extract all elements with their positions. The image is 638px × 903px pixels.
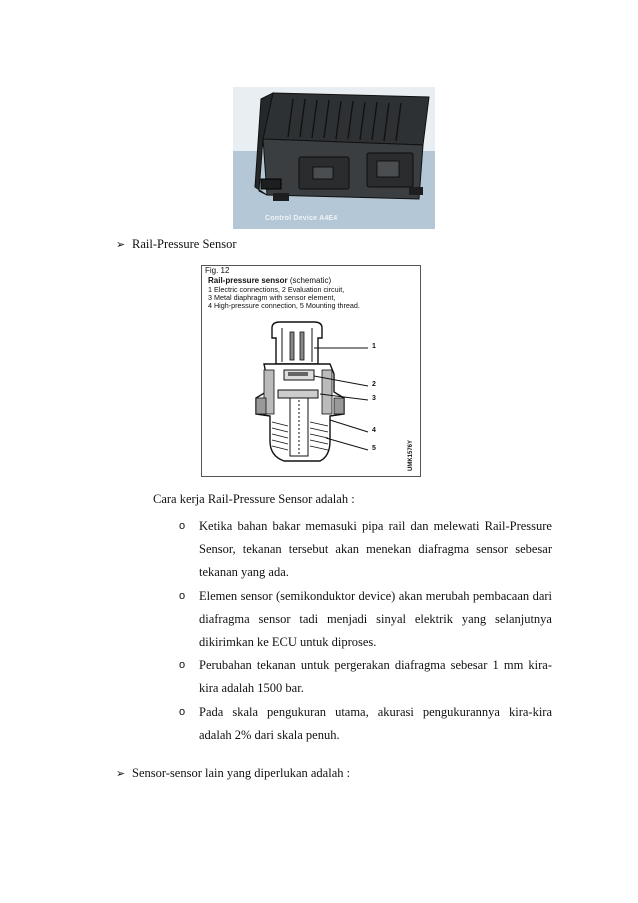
- figure-title-bold: Rail-pressure sensor: [208, 276, 288, 285]
- bullet-other-sensors: [116, 766, 350, 781]
- circle-bullet-icon: o: [179, 659, 186, 672]
- list-item-text: Perubahan tekanan untuk pergerakan diafragma sebesar 1 mm kira-kira adalah 1500 bar.: [199, 658, 552, 696]
- callout-number: 3: [372, 395, 376, 402]
- legend-line: 4 High-pressure connection, 5 Mounting thread.: [208, 301, 360, 310]
- figure-code: UMK1576Y: [408, 439, 414, 471]
- list-item: [180, 585, 552, 655]
- working-principle-list: [180, 515, 552, 747]
- bullet-rail-pressure: [116, 237, 237, 252]
- callout-number: 5: [372, 445, 376, 452]
- figure-title-rest: (schematic): [287, 276, 332, 285]
- sensor-schematic: [202, 266, 420, 476]
- circle-bullet-icon: o: [179, 705, 186, 718]
- callout-number: 4: [372, 427, 376, 434]
- control-device-photo: [233, 87, 435, 229]
- list-item-text: Pada skala pengukuran utama, akurasi pengukurannya kira-kira adalah 2% dari skala penuh.: [199, 704, 552, 742]
- intro-paragraph: Cara kerja Rail-Pressure Sensor adalah :: [153, 492, 355, 506]
- bullet-rail-pressure-label: Rail-Pressure Sensor: [132, 237, 237, 251]
- callout-number: 1: [372, 343, 376, 350]
- legend-line: 3 Metal diaphragm with sensor element,: [208, 293, 336, 302]
- circle-bullet-icon: o: [179, 589, 186, 602]
- legend-line: 1 Electric connections, 2 Evaluation circuit,: [208, 285, 345, 294]
- arrow-bullet-icon: ➢: [116, 767, 126, 780]
- callout-number: 2: [372, 381, 376, 388]
- ecu-illustration: [233, 87, 435, 229]
- list-item: [180, 515, 552, 585]
- list-item-text: Ketika bahan bakar memasuki pipa rail dan melewati Rail-Pressure Sensor, tekanan tersebut akan menekan diafragma sensor sebesar tekanan yang ada.: [199, 519, 552, 580]
- photo-caption: Control Device A4E4: [265, 215, 338, 222]
- bullet-other-sensors-label: Sensor-sensor lain yang diperlukan adalah :: [132, 766, 351, 780]
- rail-pressure-sensor-figure: [201, 265, 421, 477]
- list-item: [180, 654, 552, 700]
- circle-bullet-icon: o: [179, 520, 186, 532]
- list-item: [180, 701, 552, 747]
- list-item-text: Elemen sensor (semikonduktor device) akan merubah pembacaan dari diafragma sensor tadi menjadi sinyal elektrik yang selanjutnya dikirimkan ke ECU untuk diproses.: [199, 588, 552, 650]
- arrow-bullet-icon: ➢: [116, 238, 126, 251]
- figure-number: Fig. 12: [205, 266, 230, 275]
